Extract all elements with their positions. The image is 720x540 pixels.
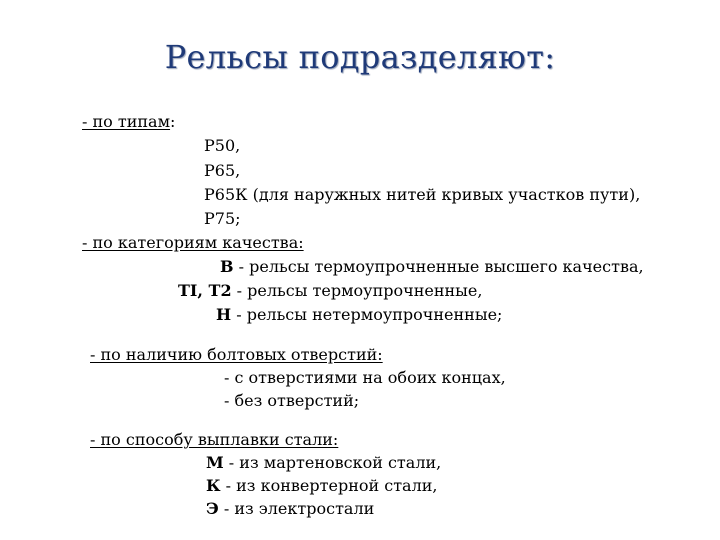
quality-item-t1-t2 [178,281,482,301]
smelting-heading-line [90,430,338,450]
quality-item-n [216,305,502,325]
type-item-r50 [204,136,240,156]
type-code: Р75; [204,209,241,228]
smelting-code: М [206,453,224,472]
type-code: Р50, [204,136,241,155]
type-item-r75 [204,209,241,229]
smelting-desc: - из конвертерной стали, [220,476,438,495]
type-code: Р65, [204,161,241,180]
quality-desc: - рельсы нетермоупрочненные; [231,305,503,324]
holes-heading-line [90,345,383,365]
type-code: Р65К [204,185,248,204]
smelting-item-k [206,476,438,496]
type-item-r65k [204,185,640,205]
type-desc: (для наружных нитей кривых участков пути), [247,185,641,204]
smelting-item-m [206,453,441,473]
holes-item-both-ends: - с отверстиями на обоих концах, [224,368,506,387]
smelting-desc: - из электростали [218,499,375,518]
quality-code: Н [216,305,232,324]
smelting-item-e [206,499,374,519]
smelting-code: Э [206,499,219,518]
types-heading: - по типам [82,112,171,131]
smelting-heading: - по способу выплавки стали: [90,430,339,449]
holes-heading: - по наличию болтовых отверстий: [90,345,383,364]
quality-heading: - по категориям качества: [82,233,304,252]
quality-desc: - рельсы термоупрочненные высшего качества, [233,257,644,276]
quality-code: В [220,257,234,276]
smelting-desc: - из мартеновской стали, [223,453,442,472]
smelting-code: К [206,476,221,495]
quality-code: ТI, Т2 [178,281,232,300]
type-item-r65 [204,161,240,181]
types-heading-colon: : [170,112,176,131]
holes-item-none: - без отверстий; [224,391,360,410]
quality-heading-line [82,233,304,253]
quality-item-v [220,257,644,277]
slide-title: Рельсы подразделяют: [164,38,556,76]
quality-desc: - рельсы термоупрочненные, [231,281,483,300]
types-heading-line [82,112,175,132]
